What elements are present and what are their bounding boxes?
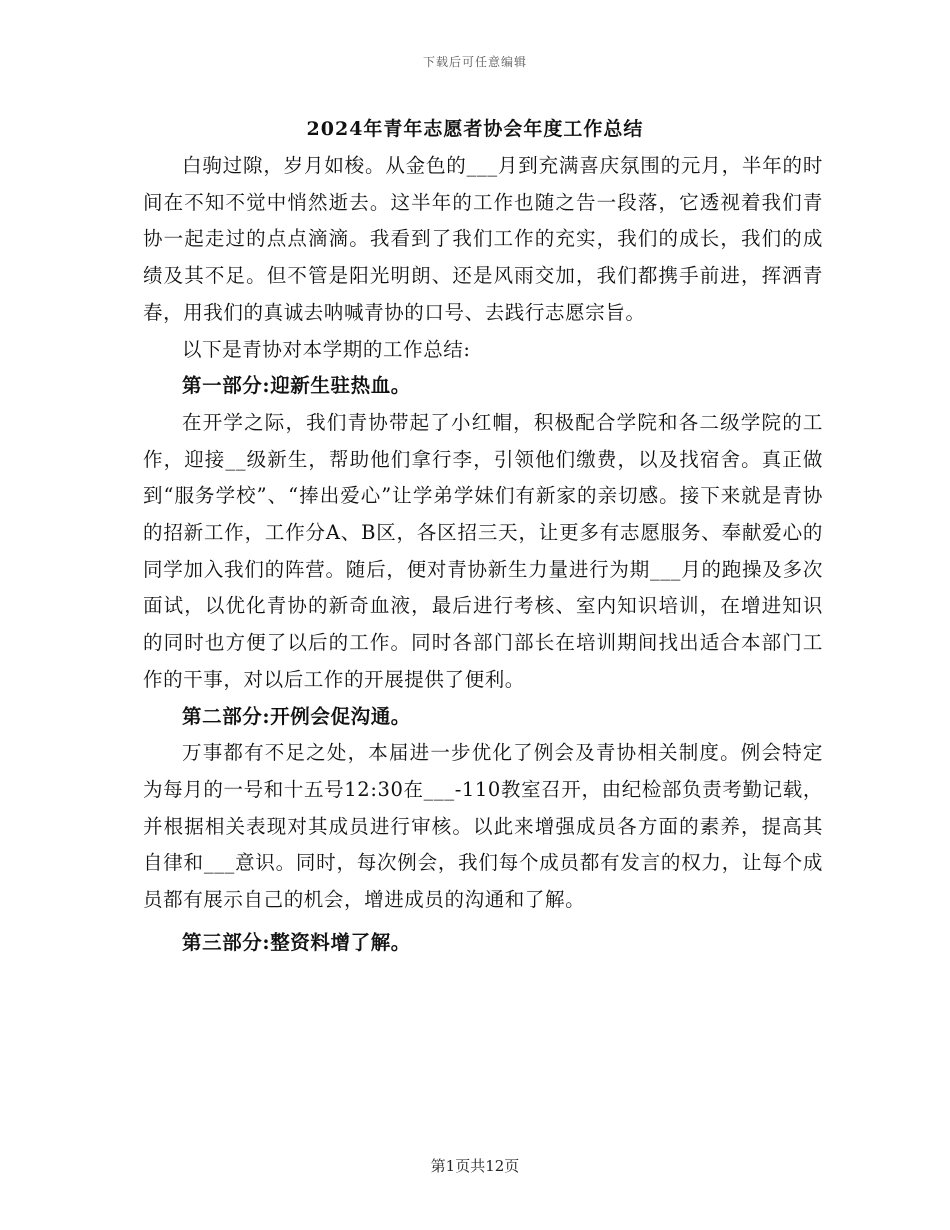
document-title: 2024年青年志愿者协会年度工作总结 [306,118,644,140]
part-one-paragraph: 在开学之际，我们青协带起了小红帽，积极配合学院和各二级学院的工作，迎接__级新生，帮助他们拿行李，引领他们缴费，以及找宿舍。真正做到“服务学校”、“捧出爱心”让学弟学妹们有新家的亲切感。接下来就是青协的招新工作，工作分A、B区，各区招三天，让更多有志愿服务、奉献爱心的同学加入我们的阵营。随后，便对青协新生力量进行为期___月的跑操及多次面试，以优化青协的新奇血液，最后进行考核、室内知识培训，在增进知识的同时也方便了以后的工作。同时各部门部长在培训期间找出适合本部门工作的干事，对以后工作的开展提供了便利。 [143,410,823,691]
document-body [143,148,823,961]
intro-paragraph: 白驹过隙，岁月如梭。从金色的___月到充满喜庆氛围的元月，半年的时间在不知不觉中悄然逝去。这半年的工作也随之告一段落，它透视着我们青协一起走过的点点滴滴。我看到了我们工作的充实，我们的成长，我们的成绩及其不足。但不管是阳光明朗、还是风雨交加，我们都携手前进，挥洒青春，用我们的真诚去呐喊青协的口号、去践行志愿宗旨。 [143,154,823,324]
section-heading-part-two: 第二部分:开例会促沟通。 [182,704,411,728]
part-two-paragraph: 万事都有不足之处，本届进一步优化了例会及青协相关制度。例会特定为每月的一号和十五号12:30在___-110教室召开，由纪检部负责考勤记载，并根据相关表现对其成员进行审核。以此来增强成员各方面的素养，提高其自律和___意识。同时，每次例会，我们每个成员都有发言的权力，让每个成员都有展示自己的机会，增进成员的沟通和了解。 [143,741,823,912]
page-footer-indicator: 第1页共12页 [430,1157,520,1175]
section-heading-part-three: 第三部分:整资料增了解。 [182,930,411,954]
summary-lead-paragraph: 以下是青协对本学期的工作总结: [182,337,471,361]
section-heading-part-one: 第一部分:迎新生驻热血。 [182,374,411,398]
page-header-note: 下载后可任意编辑 [422,55,527,69]
